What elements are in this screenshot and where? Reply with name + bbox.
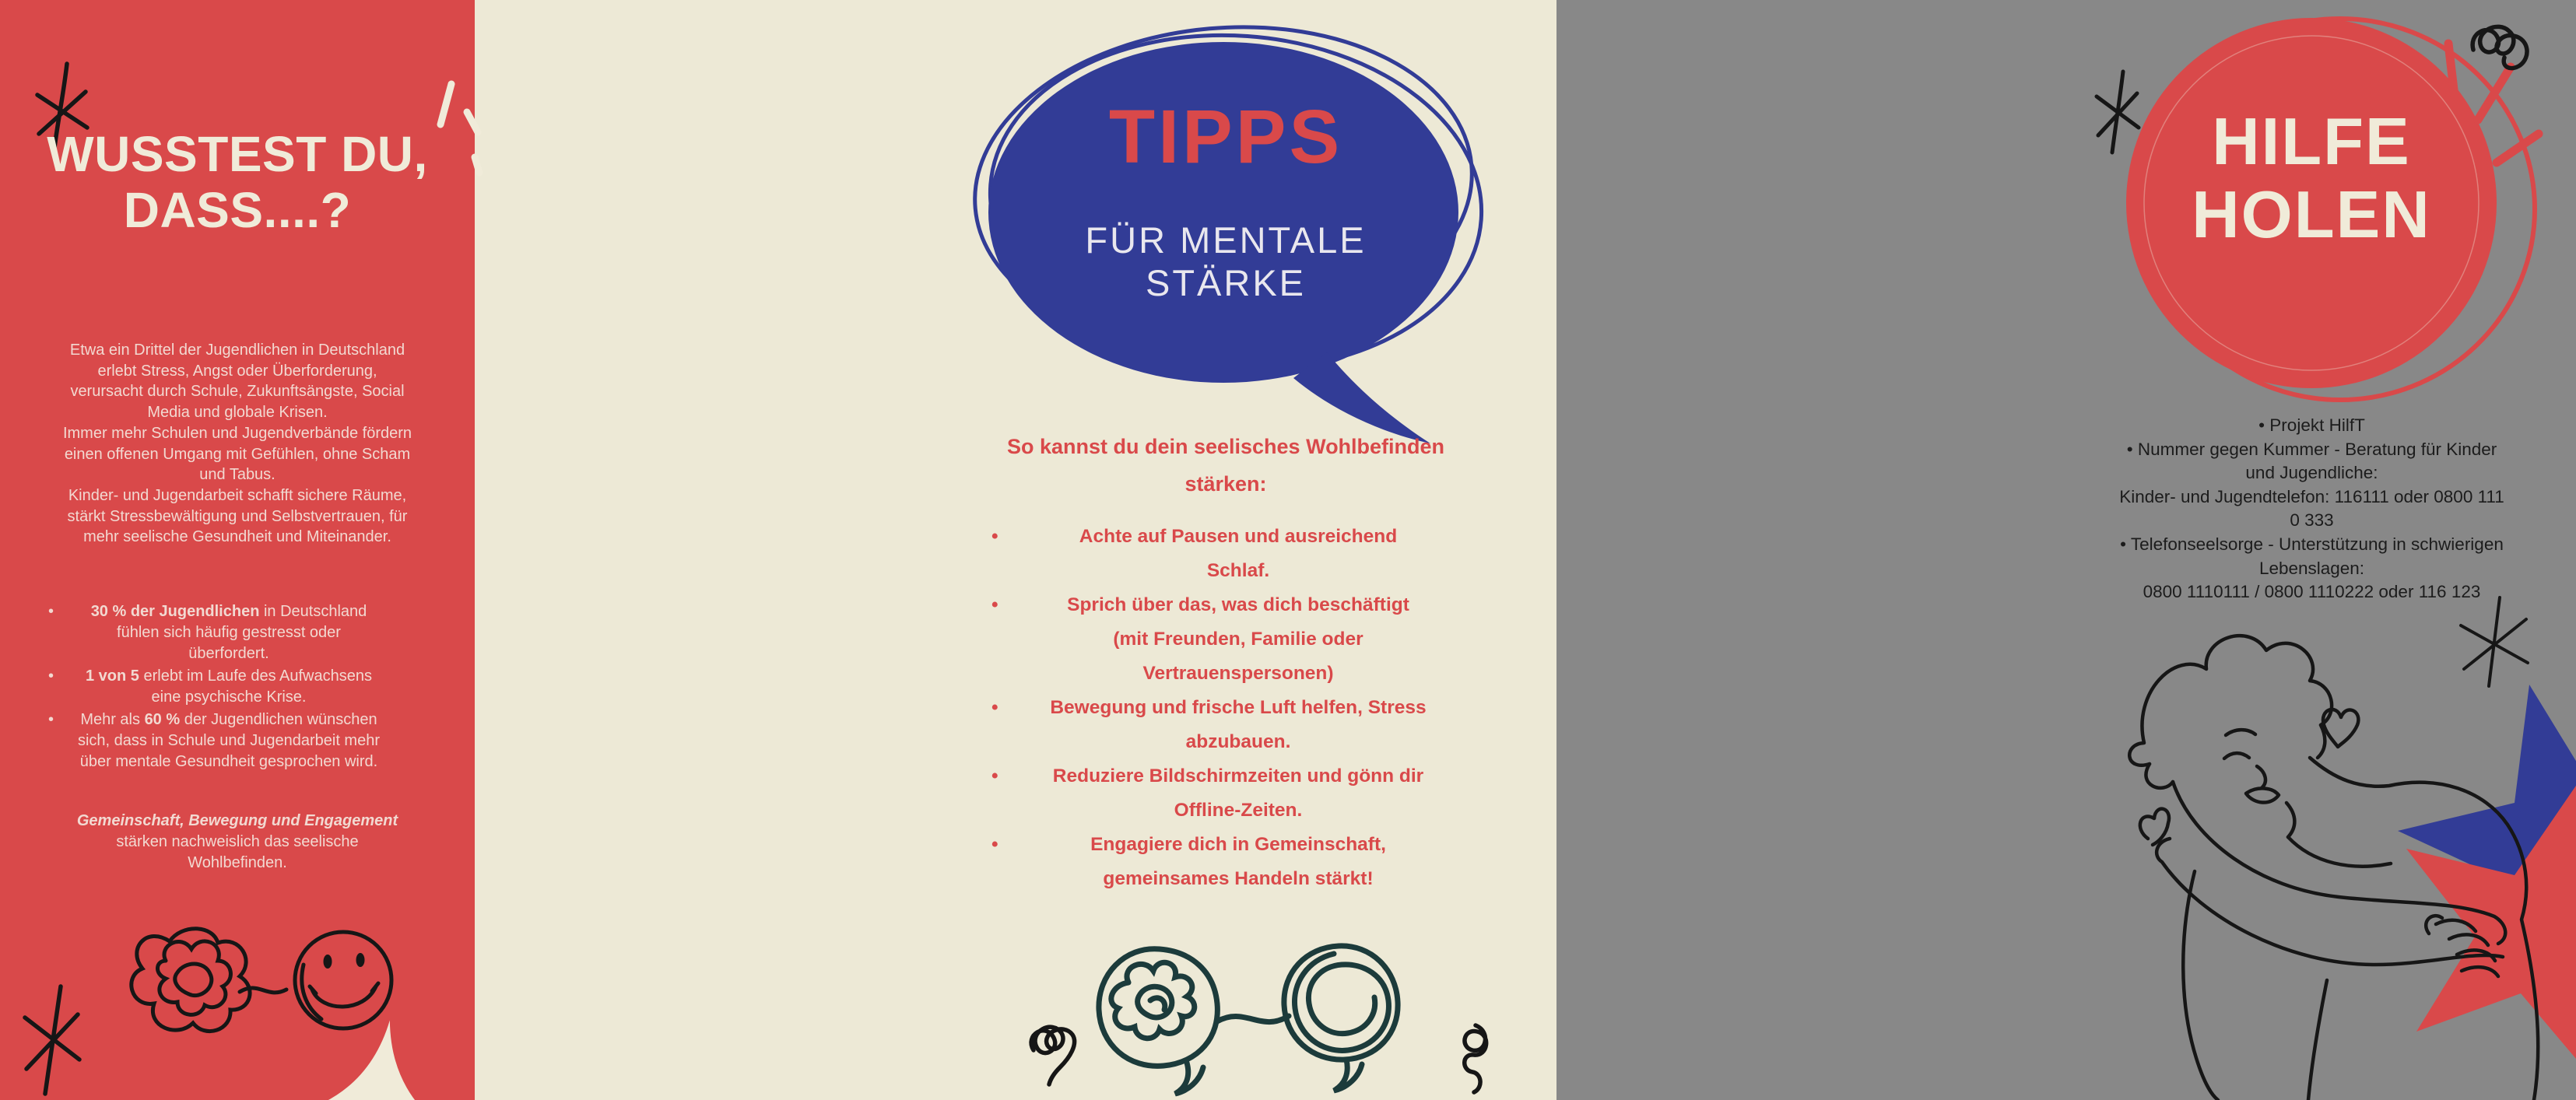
text-line: Immer mehr Schulen und Jugendverbände fördern — [62, 424, 412, 442]
text-line: (mit Freunden, Familie oder — [1113, 629, 1363, 650]
left-panel — [0, 0, 475, 1100]
bullet-marker: • — [991, 765, 998, 786]
asterisk-doodle-icon — [20, 982, 90, 1098]
stat-text — [68, 666, 389, 708]
text-line: 1 von 5 erlebt im Laufe des Aufwachsens — [86, 667, 372, 685]
bullet-marker: • — [48, 711, 54, 728]
text-line: Schlaf. — [1206, 560, 1270, 581]
text-line: fühlen sich häufig gestresst oder — [117, 624, 341, 641]
text-line: abzubauen. — [1185, 731, 1291, 752]
text-line: 0800 1110111 / 0800 1110222 oder 116 123 — [2143, 582, 2481, 602]
bullet-marker: • — [991, 526, 998, 547]
closing-statement — [0, 811, 475, 874]
bullet-marker: • — [991, 594, 998, 615]
bullet-marker: • — [48, 603, 54, 620]
text-line: gemeinsames Handeln stärkt! — [1103, 868, 1374, 889]
text-line: Media und globale Krisen. — [147, 404, 328, 422]
text-line: Kinder- und Jugendarbeit schafft sichere Räume, — [68, 486, 407, 504]
contact-list — [2100, 414, 2524, 604]
text-line: Bewegung und frische Luft helfen, Stress — [1050, 697, 1427, 718]
bullet-marker: • — [48, 667, 54, 685]
text-line: Etwa ein Drittel der Jugendlichen in Deutschland — [69, 342, 405, 359]
text-line: mehr seelische Gesundheit und Miteinander. — [83, 528, 391, 546]
text-line: und Jugendliche: — [2245, 463, 2378, 483]
text-line: Reduziere Bildschirmzeiten und gönn dir — [1052, 765, 1424, 786]
badge-title-line: HOLEN — [2192, 177, 2431, 252]
text-line: • Telefonseelsorge - Unterstützung in schwierigen — [2120, 534, 2504, 554]
bullet-marker: • — [991, 697, 998, 718]
text-line: Achte auf Pausen und ausreichend — [1079, 526, 1398, 547]
text-line: Lebenslagen: — [2258, 558, 2365, 578]
text-line: Sprich über das, was dich beschäftigt — [1067, 594, 1409, 615]
stat-text — [68, 709, 389, 772]
text-line: erlebt Stress, Angst oder Überforderung, — [97, 362, 377, 380]
bubble-title: TIPPS — [1108, 94, 1343, 179]
text-line: Wohlbefinden. — [188, 854, 287, 871]
right-panel — [1020, 0, 2504, 1100]
intro-paragraph — [0, 340, 475, 548]
text-line: überfordert. — [188, 645, 269, 662]
page-title-line: DASS....? — [123, 182, 352, 239]
text-line: über mentale Gesundheit gesprochen wird. — [79, 753, 378, 770]
text-line: Gemeinschaft, Bewegung und Engagement — [76, 812, 398, 829]
stat-item — [23, 666, 397, 708]
stat-item — [23, 601, 397, 664]
middle-panel — [475, 0, 1445, 1100]
stats-list — [23, 601, 397, 774]
sparkle-star-shape — [257, 1011, 490, 1100]
text-line: verursacht durch Schule, Zukunftsängste, Social — [70, 383, 405, 401]
text-line: einen offenen Umgang mit Gefühlen, ohne Scham — [64, 445, 411, 463]
bubble-subtitle-line: STÄRKE — [1145, 261, 1307, 303]
text-line: stärken nachweislich das seelische — [116, 833, 359, 850]
page-title-line: WUSSTEST DU, — [47, 126, 428, 182]
stat-item — [23, 709, 397, 772]
badge-title-line: HILFE — [2212, 105, 2411, 179]
hug-line-art-illustration — [2101, 591, 2576, 1100]
text-line: Vertrauenspersonen) — [1142, 663, 1334, 684]
text-line: eine psychische Krise. — [151, 688, 307, 706]
text-line: Offline-Zeiten. — [1174, 800, 1303, 821]
badge-title — [2109, 106, 2514, 251]
text-line: stärken: — [1184, 472, 1267, 496]
text-line: stärkt Stressbewältigung und Selbstvertrauen, für — [67, 507, 408, 525]
text-line: Mehr als 60 % der Jugendlichen wünschen — [80, 711, 377, 728]
text-line: So kannst du dein seelisches Wohlbefinden — [1006, 435, 1445, 458]
page-title — [0, 126, 475, 239]
sparkle-lines-icon — [2461, 597, 2528, 686]
text-line: und Tabus. — [199, 466, 275, 484]
text-line: Kinder- und Jugendtelefon: 116111 oder 0800 111 — [2119, 486, 2504, 506]
bullet-marker: • — [991, 834, 998, 855]
text-line: • Projekt HilfT — [2258, 415, 2365, 435]
text-line: Engagiere dich in Gemeinschaft, — [1090, 834, 1386, 855]
stat-text — [68, 601, 389, 664]
text-line: sich, dass in Schule und Jugendarbeit mehr — [77, 732, 380, 749]
squiggle-icon — [2465, 17, 2550, 95]
bubble-subtitle-line: FÜR MENTALE — [1085, 219, 1367, 261]
text-line: 30 % der Jugendlichen in Deutschland — [90, 603, 367, 620]
text-line: • Nummer gegen Kummer - Beratung für Kinder — [2126, 439, 2497, 459]
text-line: 0 333 — [2290, 510, 2334, 531]
